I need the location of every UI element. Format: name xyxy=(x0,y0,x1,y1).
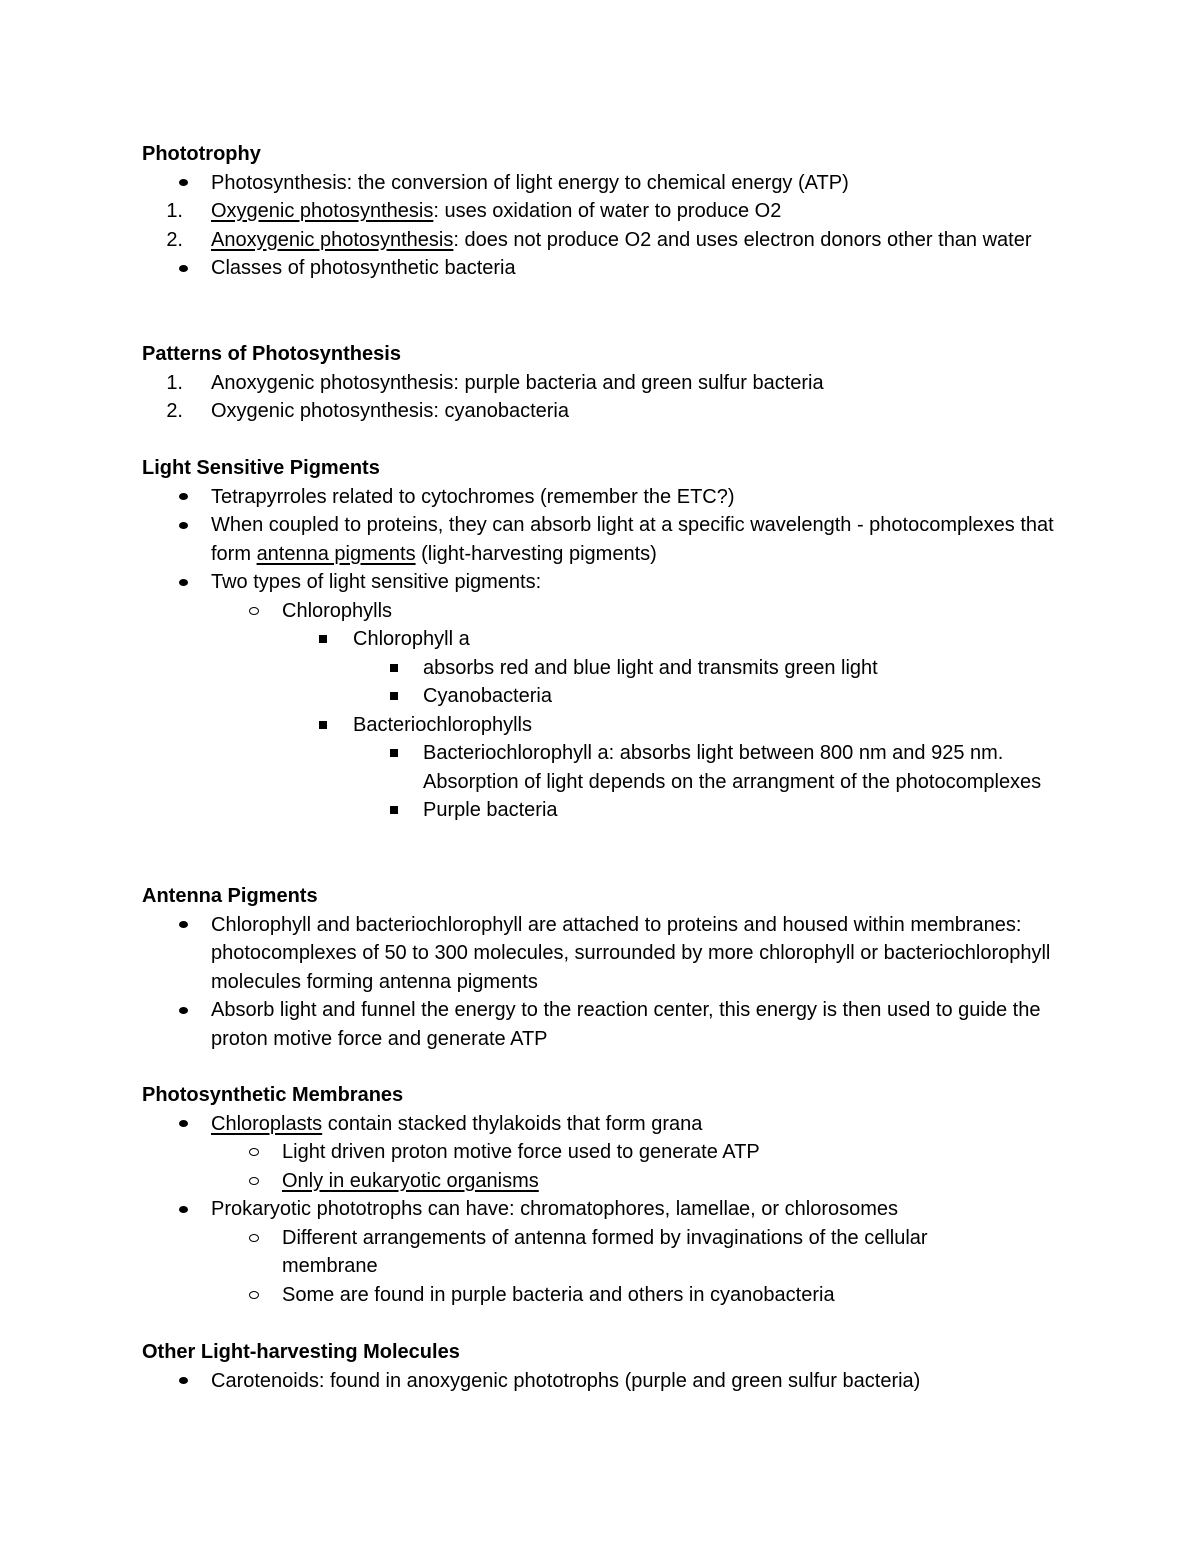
bullet-square-icon xyxy=(319,635,327,643)
list-item: Cyanobacteria xyxy=(142,682,1072,711)
list-item: Chlorophyll a xyxy=(142,625,1072,654)
bullet-disc-icon xyxy=(179,1206,188,1213)
bullet-square-icon xyxy=(390,692,398,700)
bullet-circle-icon xyxy=(249,607,259,615)
bullet-disc-icon xyxy=(179,179,188,186)
list-item: Purple bacteria xyxy=(142,796,1072,825)
bullet-square-icon xyxy=(319,721,327,729)
bullet-disc-icon xyxy=(179,1120,188,1127)
bullet-disc-icon xyxy=(179,1377,188,1384)
section-heading: Antenna Pigments xyxy=(142,885,318,907)
section-patterns xyxy=(142,340,1072,426)
list-item: Chloroplasts contain stacked thylakoids that form grana xyxy=(142,1110,1072,1139)
list-item: 1. Anoxygenic photosynthesis: purple bacteria and green sulfur bacteria xyxy=(166,371,824,394)
bullet-square-icon xyxy=(390,749,398,757)
section-heading: Patterns of Photosynthesis xyxy=(142,343,401,365)
underlined-term: antenna pigments xyxy=(256,542,416,565)
list-item: Two types of light sensitive pigments: xyxy=(142,568,1072,597)
section-heading: Phototrophy xyxy=(142,143,261,165)
bullet-disc-icon xyxy=(179,1007,188,1014)
list-item: Bacteriochlorophylls xyxy=(142,711,1072,740)
bullet-circle-icon xyxy=(249,1177,259,1185)
section-light-sensitive-pigments xyxy=(142,454,1072,825)
bullet-disc-icon xyxy=(179,921,188,928)
section-photosynthetic-membranes xyxy=(142,1081,1072,1309)
section-other-light-harvesting xyxy=(142,1338,1072,1395)
list-item: 1. Oxygenic photosynthesis: uses oxidation of water to produce O2 xyxy=(166,200,782,222)
section-heading: Light Sensitive Pigments xyxy=(142,457,380,479)
list-item: Chlorophyll and bacteriochlorophyll are attached to proteins and housed within membranes: photocomplexes of 50 to 300 molecules, surrounded by more chlorophyll or bacteriochlorophyll molecules forming antenna pigments xyxy=(142,911,1072,997)
bullet-disc-icon xyxy=(179,579,188,586)
bullet-circle-icon xyxy=(249,1148,259,1156)
bullet-square-icon xyxy=(390,806,398,814)
list-item: Absorb light and funnel the energy to the reaction center, this energy is then used to guide the proton motive force and generate ATP xyxy=(142,996,1072,1053)
underlined-term: Oxygenic photosynthesis xyxy=(211,200,434,222)
section-phototrophy xyxy=(142,140,1072,283)
list-item: Photosynthesis: the conversion of light energy to chemical energy (ATP) xyxy=(142,169,1072,198)
bullet-disc-icon xyxy=(179,265,188,272)
underlined-term: Anoxygenic photosynthesis xyxy=(211,228,454,251)
underlined-term: Only in eukaryotic organisms xyxy=(282,1169,539,1192)
list-item: 2. Anoxygenic photosynthesis: does not produce O2 and uses electron donors other than water xyxy=(166,228,1032,251)
section-heading: Photosynthetic Membranes xyxy=(142,1084,404,1106)
list-item: Tetrapyrroles related to cytochromes (remember the ETC?) xyxy=(142,483,1072,512)
list-item: Bacteriochlorophyll a: absorbs light between 800 nm and 925 nm. Absorption of light depends on the arrangment of the photocomplexes xyxy=(142,739,1072,796)
bullet-circle-icon xyxy=(249,1291,259,1299)
bullet-disc-icon xyxy=(179,522,188,529)
list-item: Carotenoids: found in anoxygenic phototrophs (purple and green sulfur bacteria) xyxy=(142,1367,1072,1396)
bullet-disc-icon xyxy=(179,493,188,500)
list-item: When coupled to proteins, they can absorb light at a specific wavelength - photocomplexes that form antenna pigments (light-harvesting pigments) xyxy=(142,511,1072,568)
underlined-term: Chloroplasts xyxy=(211,1112,323,1135)
list-item: absorbs red and blue light and transmits green light xyxy=(142,654,1072,683)
list-item: Prokaryotic phototrophs can have: chromatophores, lamellae, or chlorosomes xyxy=(142,1195,1072,1224)
section-heading: Other Light-harvesting Molecules xyxy=(142,1341,460,1363)
bullet-square-icon xyxy=(390,664,398,672)
list-item xyxy=(142,1167,1072,1196)
section-antenna-pigments xyxy=(142,882,1072,1053)
bullet-circle-icon xyxy=(249,1234,259,1242)
list-item: 2. Oxygenic photosynthesis: cyanobacteria xyxy=(166,400,569,422)
list-item: Some are found in purple bacteria and others in cyanobacteria xyxy=(142,1281,1072,1310)
list-item: Chlorophylls xyxy=(142,597,1072,626)
list-item: Different arrangements of antenna formed by invaginations of the cellular membrane xyxy=(142,1224,1072,1281)
list-item: Light driven proton motive force used to generate ATP xyxy=(142,1138,1072,1167)
list-item: Classes of photosynthetic bacteria xyxy=(142,254,1072,283)
